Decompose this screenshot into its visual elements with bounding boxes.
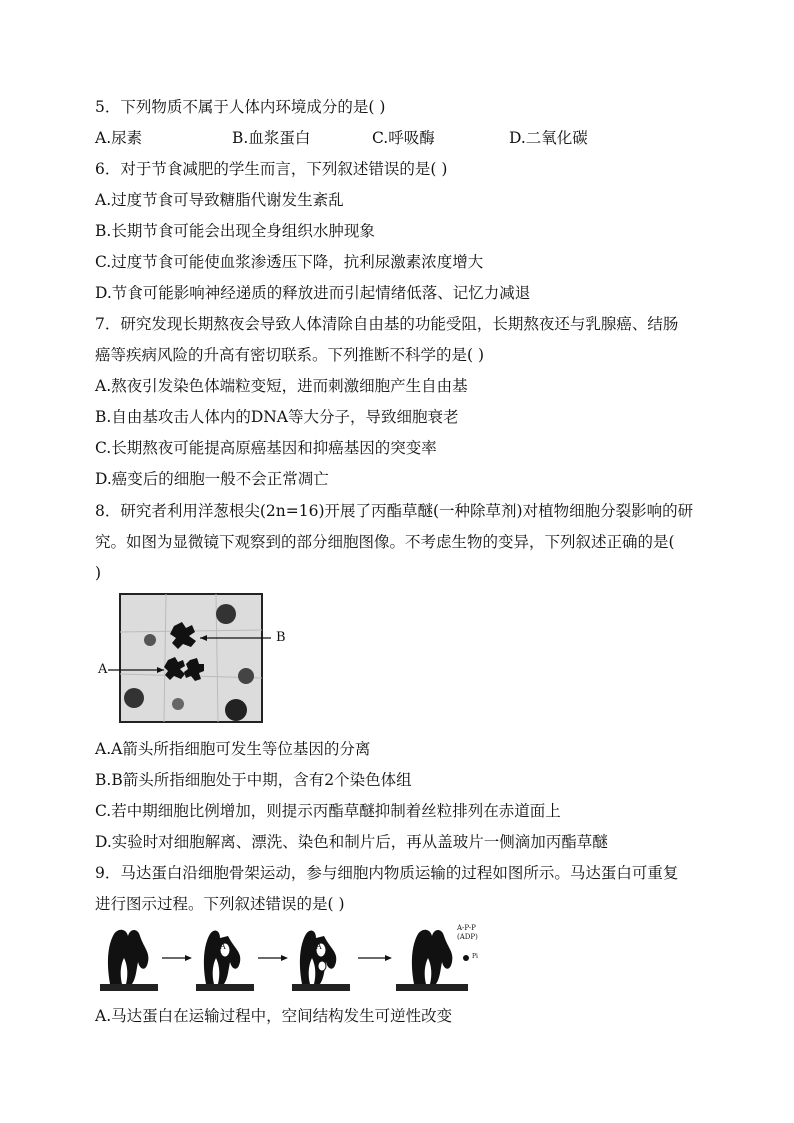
q5-option-c: C.呼吸酶	[372, 129, 435, 147]
q5-option-a: A.尿素	[95, 129, 143, 147]
q6-option-b: B.长期节食可能会出现全身组织水肿现象	[95, 222, 375, 240]
q7-option-c: C.长期熬夜可能提高原癌基因和抑癌基因的突变率	[95, 439, 437, 457]
microscope-figure	[96, 592, 296, 727]
q9-option-a: A.马达蛋白在运输过程中，空间结构发生可逆性改变	[95, 1007, 453, 1025]
q5-option-d: D.二氧化碳	[509, 129, 588, 147]
diagram-label-a2: A	[316, 942, 322, 951]
q7-option-d: D.癌变后的细胞一般不会正常凋亡	[95, 470, 329, 488]
q7-stem-line1: 7．研究发现长期熬夜会导致人体清除自由基的功能受阻，长期熬夜还与乳腺癌、结肠	[95, 315, 679, 333]
diagram-label-adp: (ADP)	[457, 933, 478, 941]
microscope-image	[96, 592, 296, 727]
q8-stem-line2: 究。如图为显微镜下观察到的部分细胞图像。不考虑生物的变异，下列叙述正确的是(	[95, 533, 675, 551]
q8-option-c: C.若中期细胞比例增加，则提示丙酯草醚抑制着丝粒排列在赤道面上	[95, 802, 561, 820]
q8-option-d: D.实验时对细胞解离、漂洗、染色和制片后，再从盖玻片一侧滴加丙酯草醚	[95, 833, 608, 851]
q8-stem-line1: 8．研究者利用洋葱根尖(2n=16)开展了丙酯草醚(一种除草剂)对植物细胞分裂影响的研	[95, 502, 694, 520]
q6-option-d: D.节食可能影响神经递质的释放进而引起情绪低落、记忆力减退	[95, 284, 531, 302]
q9-stem-line2: 进行图示过程。下列叙述错误的是( )	[95, 895, 345, 913]
diagram-label-atp: A-P-P	[457, 924, 476, 932]
figure-label-b: B	[276, 630, 286, 645]
q8-stem-line3: )	[95, 564, 102, 582]
diagram-label-pi: Pi	[472, 953, 478, 960]
q9-stem-line1: 9．马达蛋白沿细胞骨架运动，参与细胞内物质运输的过程如图所示。马达蛋白可重复	[95, 864, 679, 882]
motor-protein-diagram	[96, 922, 496, 994]
motor-protein-figure	[96, 922, 496, 994]
q8-option-b: B.B箭头所指细胞处于中期，含有2个染色体组	[95, 771, 412, 789]
q7-stem-line2: 癌等疾病风险的升高有密切联系。下列推断不科学的是( )	[95, 346, 485, 364]
q6-stem: 6．对于节食减肥的学生而言，下列叙述错误的是( )	[95, 160, 448, 178]
q6-option-c: C.过度节食可能使血浆渗透压下降，抗利尿激素浓度增大	[95, 253, 484, 271]
figure-label-a: A	[98, 662, 108, 677]
q6-option-a: A.过度节食可导致糖脂代谢发生紊乱	[95, 191, 344, 209]
q5-option-b: B.血浆蛋白	[232, 129, 311, 147]
diagram-label-a1: A	[220, 942, 226, 951]
q7-option-b: B.自由基攻击人体内的DNA等大分子，导致细胞衰老	[95, 408, 459, 426]
q5-stem: 5．下列物质不属于人体内环境成分的是( )	[95, 98, 386, 116]
q7-option-a: A.熬夜引发染色体端粒变短，进而刺激细胞产生自由基	[95, 377, 468, 395]
q8-option-a: A.A箭头所指细胞可发生等位基因的分离	[95, 740, 371, 758]
